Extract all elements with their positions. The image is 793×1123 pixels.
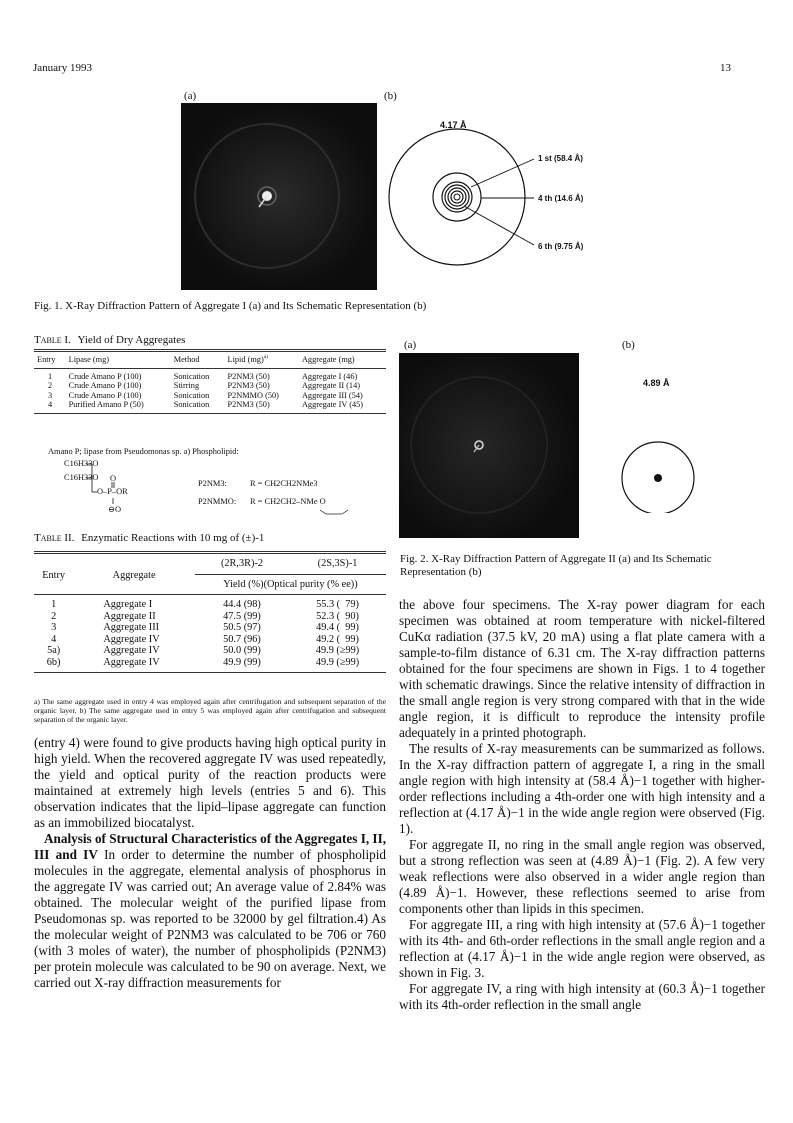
table1-caption-prefix: Table I. — [34, 334, 71, 346]
table1-caption — [34, 334, 185, 346]
chain-1: C16H33O — [64, 459, 99, 468]
fig1-schematic — [382, 103, 642, 293]
table2-header-entry: Entry — [42, 570, 66, 582]
table-cell: Crude Amano P (100) — [68, 371, 142, 381]
fig2-schematic-drawing — [610, 403, 720, 513]
table-cell: 44.4 (98) — [223, 599, 261, 610]
fig2-diffraction-pattern — [399, 353, 579, 538]
table-cell: Sonication — [173, 390, 210, 400]
fig1-diffraction-photo — [181, 103, 377, 290]
table-row — [34, 595, 386, 611]
table-cell: 4 — [51, 633, 57, 645]
table-cell: Purified Amano P (50) — [68, 400, 144, 410]
chain-2: C16H33O — [64, 473, 99, 482]
table2-caption-prefix: Table II. — [34, 532, 75, 544]
table-cell: 55.3 ( 79) — [316, 599, 359, 610]
running-header-date: January 1993 — [33, 62, 92, 74]
phospholipid-structure — [64, 460, 384, 522]
table-cell: 3 — [48, 390, 53, 400]
table-cell: Stirring — [173, 381, 200, 391]
table-cell: Aggregate I — [103, 599, 153, 610]
table1-header-entry: Entry — [37, 355, 56, 364]
table-cell: 52.3 ( 90) — [316, 610, 359, 622]
table1-caption-text: Yield of Dry Aggregates — [77, 334, 186, 346]
fig1-diffraction-pattern — [181, 103, 377, 290]
table-cell: P2NM3 (50) — [227, 400, 270, 410]
table1-header-lipid-footnote: a) — [263, 354, 268, 361]
table-row — [34, 657, 386, 673]
table2-caption — [34, 532, 264, 544]
fig1-label-a: (a) — [184, 90, 197, 102]
table-cell: 4 — [48, 400, 53, 410]
table-cell: P2NM3 (50) — [227, 381, 270, 391]
fig1-wide-angle-label: 4.17 Å — [440, 120, 467, 130]
anionic-oxygen: ⊖O — [108, 505, 122, 514]
table-row — [34, 400, 386, 413]
fig1-caption: Fig. 1. X-Ray Diffraction Pattern of Aggregate I (a) and Its Schematic Representation (b) — [34, 300, 427, 312]
table-cell: Aggregate IV — [103, 656, 160, 668]
paragraph: For aggregate IV, a ring with high intensity at (60.3 Å)−1 together with its 4th-order reflection in the small angle — [399, 981, 765, 1012]
fig2-label-a: (a) — [404, 339, 417, 351]
table-cell: Sonication — [173, 400, 210, 410]
table2-header-row — [34, 553, 386, 575]
left-column-text — [34, 735, 386, 991]
table-cell: 49.4 ( 99) — [316, 622, 359, 633]
table-row — [34, 622, 386, 634]
table-cell: 50.0 (99) — [223, 645, 261, 656]
table-cell: 49.9 (≥99) — [315, 645, 360, 656]
p2nmmo-name: P2NMMO: — [198, 497, 237, 506]
table1-header-lipase: Lipase (mg) — [68, 355, 109, 364]
table2-footnote: a) The same aggregate used in entry 4 was employed again after centrifugation and subsequent separation of the organic layer. b) The same aggregate used in entry 5 was employed again after centrifugation and subsequent separation of the organic layer. — [34, 697, 386, 724]
table-cell: Aggregate III — [103, 622, 160, 633]
table-row — [34, 634, 386, 646]
paragraph: For aggregate III, a ring with high intensity at (57.6 Å)−1 together with its 4th- and 6th-order reflections in the small angle region and a reflection at (4.17 Å)−1 in the wide angle region were observed, as shown in Fig. 3. — [399, 917, 765, 980]
table1-footnote: Amano P; lipase from Pseudomonas sp. a) Phospholipid: — [48, 447, 239, 456]
table-cell: Crude Amano P (100) — [68, 381, 142, 391]
p2nm3-name: P2NM3: — [198, 479, 227, 488]
table2-header-rr: (2R,3R)-2 — [220, 558, 263, 569]
right-column-text — [399, 597, 765, 1013]
paragraph: the above four specimens. The X-ray power diagram for each specimen was obtained at room temperature with nickel-filtered CuKα radiation (37.5 kV, 20 mA) using a flat plate camera with a sample-to-film distance of 6.31 cm. The X-ray diffraction patterns obtained for the four specimens are shown in Figs. 1 to 4 together with schematic drawings. Since the relative intensity of diffraction in the small angle region is very strong compared with that in the wide angle region, it is difficult to reproduce the intensity profile adequately in a printed photograph. — [399, 597, 765, 740]
table-cell: Aggregate IV — [103, 645, 160, 656]
table-row — [34, 381, 386, 391]
table-cell: 49.2 ( 99) — [316, 633, 359, 645]
fig2-caption: Fig. 2. X-Ray Diffraction Pattern of Aggregate II (a) and Its Schematic Representation (b) — [400, 553, 712, 578]
table-cell: Sonication — [173, 371, 210, 381]
table2 — [34, 551, 386, 673]
table-cell: 47.5 (99) — [223, 610, 261, 622]
table-cell: 1 — [51, 599, 57, 610]
paragraph — [34, 831, 386, 991]
page-number: 13 — [720, 62, 731, 74]
table1-header-row — [34, 351, 386, 369]
paragraph: (entry 4) were found to give products having high optical purity in high yield. When the recovered aggregate IV was used repeatedly, the yield and optical purity of the reaction products were maintained at extremely high levels (entries 5 and 6). This observation indicates that the lipid–lipase aggregate can function as an immobilized biocatalyst. — [34, 735, 386, 830]
fig1-sixth-order-label: 6 th (9.75 Å) — [538, 242, 584, 251]
table-row — [34, 611, 386, 623]
p2nm3-formula: R = CH2CH2NMe3 — [250, 479, 318, 488]
table-cell: Aggregate I (46) — [301, 371, 358, 381]
paragraph: For aggregate II, no ring in the small angle region was observed, but a strong reflection was seen at (4.89 Å)−1 (Fig. 2). A few very weak reflections were also observed in a wider angle region than (4.89 Å)−1. However, these reflections seemed to arise from components other than lipids in this specimen. — [399, 837, 765, 916]
table1-header-aggregate: Aggregate (mg) — [301, 355, 355, 364]
table-cell: P2NMMO (50) — [227, 390, 279, 400]
p2nmmo-formula: R = CH2CH2–NMe O — [250, 497, 326, 506]
table2-header-aggregate: Aggregate — [112, 570, 156, 582]
table1 — [34, 349, 386, 414]
fig2-schematic — [610, 403, 720, 513]
table2-subheader: Yield (%)(Optical purity (% ee)) — [195, 574, 386, 595]
table-cell: 49.9 (≥99) — [315, 656, 360, 668]
table-cell: 2 — [51, 610, 57, 622]
table-cell: Aggregate II — [103, 610, 156, 622]
table-cell: Aggregate III (54) — [301, 390, 363, 400]
paragraph-text: In order to determine the number of phospholipid molecules in the aggregate, elemental analysis of phosphorus in the aggregate IV was carried out; An average value of 2.84% was obtained. The molecular weight of the purified lipase from Pseudomonas sp. was reported to be 32000 by gel filtration.4) As the molecular weight of P2NM3 was calculated to be 706 or 760 (with 3 moles of water), the number of phospholipids (P2NM3) per protein molecule was calculated to be 90 on average. Next, we carried out X-ray diffraction measurements for — [34, 847, 386, 990]
table-cell: 6b) — [46, 656, 61, 668]
paragraph: The results of X-ray measurements can be summarized as follows. In the X-ray diffraction pattern of aggregate I, a ring in the small angle region with high intensity at (58.4 Å)−1 together with higher-order reflections including a 4th-order one with high intensity and a reflection at (4.17 Å)−1 in the wide angle region were observed (Fig. 1). — [399, 741, 765, 836]
table-row — [34, 391, 386, 401]
table-cell: Crude Amano P (100) — [68, 390, 142, 400]
table2-header-ss: (2S,3S)-1 — [317, 558, 358, 569]
section-heading: Analysis of Structural Characteristics of the Aggregates I, II, III and IV — [34, 831, 386, 862]
table-cell: 50.7 (96) — [223, 633, 261, 645]
table1-header-method: Method — [173, 355, 200, 364]
fig2-label-b: (b) — [622, 339, 635, 351]
table1-header-lipid-text: Lipid (mg) — [227, 355, 264, 364]
table-cell: 50.5 (97) — [223, 622, 261, 633]
fig2-reflection-label: 4.89 Å — [643, 378, 670, 388]
table-cell: Aggregate IV — [103, 633, 160, 645]
fig1-first-order-label: 1 st (58.4 Å) — [538, 154, 583, 163]
table2-caption-text: Enzymatic Reactions with 10 mg of (±)-1 — [81, 532, 265, 544]
table-cell: 49.9 (99) — [223, 656, 261, 668]
phosphate-group: O–P–OR — [97, 487, 128, 496]
table-cell: 2 — [48, 381, 53, 391]
phosphoryl-oxygen: O — [110, 474, 117, 483]
fig1-label-b: (b) — [384, 90, 397, 102]
table-cell: 3 — [51, 622, 57, 633]
table-cell: Aggregate IV (45) — [301, 400, 364, 410]
table-cell: 1 — [48, 371, 53, 381]
table-cell: 5a) — [47, 645, 61, 656]
fig2-diffraction-photo — [399, 353, 579, 538]
table-cell: Aggregate II (14) — [301, 381, 360, 391]
table1-header-lipid — [225, 351, 299, 369]
fig1-fourth-order-label: 4 th (14.6 Å) — [538, 194, 584, 203]
table-row — [34, 368, 386, 381]
fig1-schematic-drawing — [382, 103, 642, 293]
table-row — [34, 645, 386, 657]
table-cell: P2NM3 (50) — [227, 371, 270, 381]
